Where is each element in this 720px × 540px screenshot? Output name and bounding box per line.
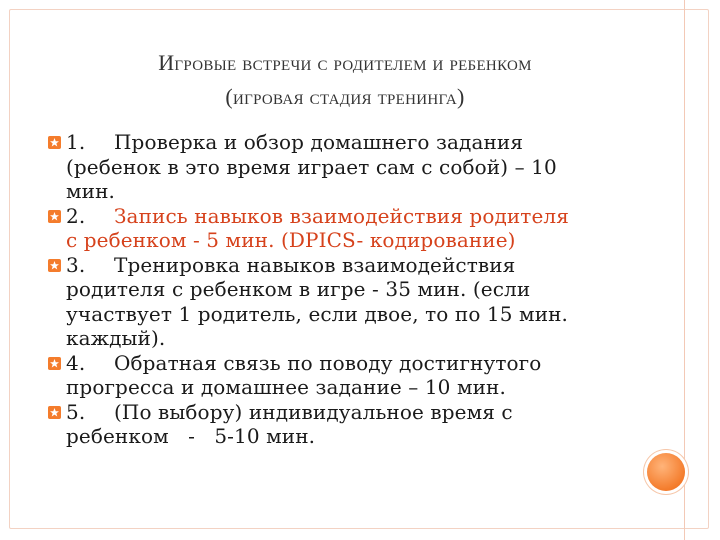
item-number: 1. <box>66 130 86 154</box>
item-text: каждый). <box>66 326 166 350</box>
orange-star-bullet-icon <box>48 259 61 272</box>
orange-star-bullet-icon <box>48 210 61 223</box>
item-text: участвует 1 родитель, если двое, то по 15 мин. <box>66 301 569 326</box>
orange-star-bullet-icon <box>48 136 61 149</box>
list-item <box>48 130 648 204</box>
item-text: Проверка и обзор домашнего задания <box>114 130 524 154</box>
orange-star-bullet-icon <box>48 406 61 419</box>
item-number: 2. <box>66 203 86 228</box>
item-text: с ребенком - 5 мин. (DPICS- кодирование) <box>66 228 516 252</box>
item-text: родителя с ребенком в игре - 35 мин. (если <box>66 277 531 301</box>
item-text: (По выбору) индивидуальное время с <box>114 399 513 424</box>
item-text: Обратная связь по поводу достигнутого <box>114 350 542 375</box>
item-text: Запись навыков взаимодействия родителя <box>114 203 569 228</box>
list-item <box>48 253 648 351</box>
item-text: Тренировка навыков взаимодействия <box>114 252 516 277</box>
title-line-2: (игровая стадия тренинга) <box>225 84 465 109</box>
agenda-list <box>48 130 648 449</box>
item-number: 3. <box>66 252 86 277</box>
item-number: 5. <box>66 399 86 424</box>
item-text: (ребенок в это время играет сам с собой) – 10 <box>66 154 557 179</box>
list-item <box>48 204 648 253</box>
title-line-1: Игровые встречи с родителем и ребенком <box>158 50 532 75</box>
decorative-vertical-line <box>684 0 685 540</box>
decorative-orange-circle <box>647 453 685 491</box>
item-text: ребенком - 5-10 мин. <box>66 424 316 448</box>
item-text: прогресса и домашнее задание – 10 мин. <box>66 375 506 399</box>
list-item <box>48 351 648 400</box>
item-number: 4. <box>66 350 86 375</box>
list-item <box>48 400 648 449</box>
orange-star-bullet-icon <box>48 357 61 370</box>
slide-title <box>40 46 650 114</box>
item-text: мин. <box>66 179 115 203</box>
